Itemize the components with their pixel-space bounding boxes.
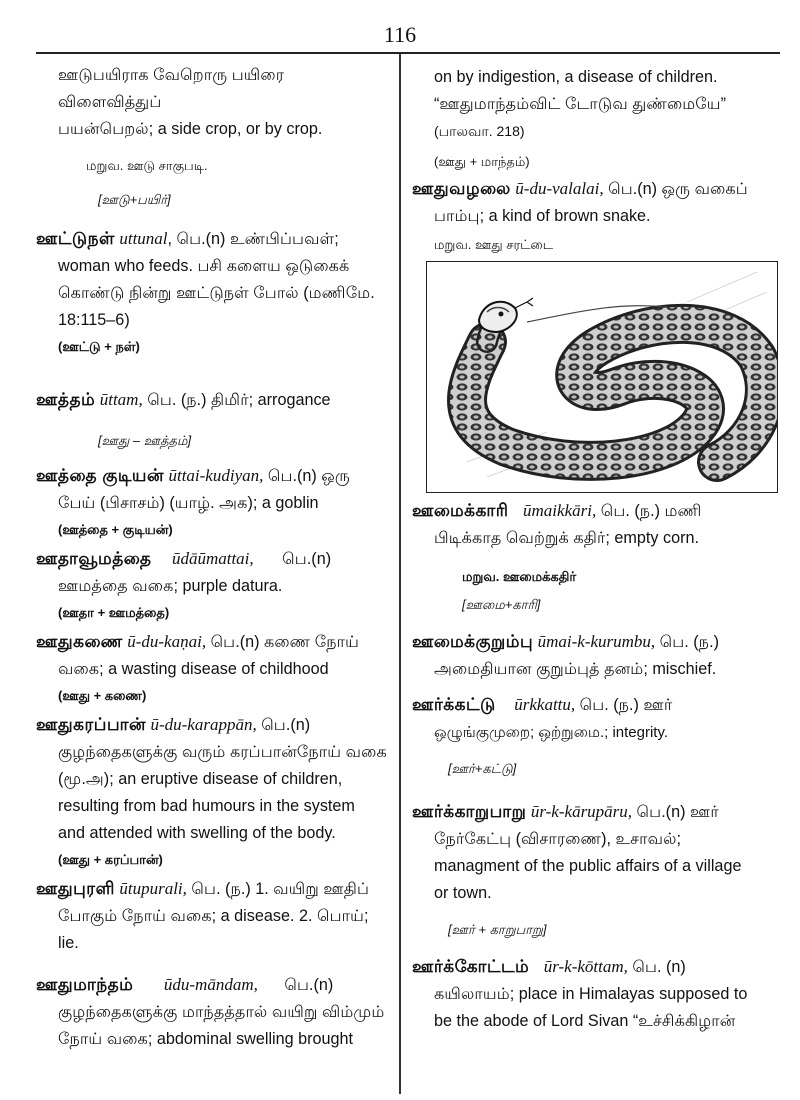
entry-line: வகை; a wasting disease of childhood <box>58 660 329 678</box>
brown-snake-drawing <box>427 262 777 492</box>
transliteration: ū-du-valalai, <box>515 179 604 198</box>
etymology-note: (ஊது + கணை) <box>58 688 147 703</box>
headword: ஊதுகரப்பான் <box>36 715 146 734</box>
transliteration: ūmaikkāri, <box>523 501 597 520</box>
dictionary-entry <box>412 497 782 616</box>
headword: ஊத்தை குடியன் <box>36 466 164 485</box>
entry-line: கொண்டு நின்று ஊட்டுநள் போல் (மணிமே. <box>58 284 375 302</box>
entry-line: பிடிக்காத வெற்றுக் கதிர்; empty corn. <box>434 529 699 547</box>
entry-line: குழந்தைகளுக்கு மாந்தத்தால் வயிறு விம்மும் <box>58 1003 385 1021</box>
entry-line: பாம்பு; a kind of brown snake. <box>434 207 651 225</box>
transliteration: ūdu-māndam, <box>163 975 258 994</box>
synonym-note: மறுவ. ஊது சரட்டை <box>434 237 554 252</box>
dictionary-entry <box>36 875 388 957</box>
headword: ஊதுகணை <box>36 632 123 651</box>
etymology-note: (ஊதா + ஊமத்தை) <box>58 605 170 620</box>
headword: ஊர்க்காறுபாறு <box>412 802 527 821</box>
definition-text: , பெ.(n) உண்பிப்பவள்; <box>167 230 339 248</box>
definition-text: பெ. (ந.) 1. வயிறு ஊதிப் <box>186 880 370 898</box>
entry-line: பேய் (பிசாசம்) (யாழ். அக); a goblin <box>58 494 319 512</box>
dictionary-entry <box>412 175 782 256</box>
definition-text: பெ.(n) கணை நோய் <box>206 633 359 651</box>
dictionary-entry <box>412 628 782 683</box>
definition-text: பெ.(n) <box>256 716 311 734</box>
definition-text: பெ. (n) <box>627 958 686 976</box>
definition-text: பெ. (ந.) ஊர் <box>575 696 673 714</box>
etymology-note: (ஊது + மாந்தம்) <box>434 154 530 169</box>
definition-text: பெ. (ந.) <box>655 633 719 651</box>
headword: ஊமைக்காரி <box>412 501 509 520</box>
transliteration: ūr-k-kōttam, <box>543 957 628 976</box>
entry-line: குழந்தைகளுக்கு வரும் கரப்பான்நோய் வகை <box>58 743 387 761</box>
right-column <box>412 64 782 256</box>
etymology-note: (ஊட்டு + நள்) <box>58 339 140 354</box>
transliteration: ūmai-k-kurumbu, <box>537 632 656 651</box>
entry-line: ஊடுபயிராக வேறொரு பயிரை விளைவித்துப் <box>58 66 285 111</box>
entry-line: be the abode of Lord Sivan “உச்சிக்கிழான் <box>434 1012 736 1030</box>
etymology-note: [ஊர் + காறுபாறு] <box>448 922 547 937</box>
transliteration: uttunal <box>119 229 168 248</box>
entry-line: or town. <box>434 884 492 902</box>
entry-continuation <box>412 64 782 173</box>
entry-line: (மூ.அ); an eruptive disease of children, <box>58 770 343 788</box>
entry-line: போகும் நோய் வகை; a disease. 2. பொய்; lie. <box>58 907 369 952</box>
dictionary-entry <box>36 386 388 452</box>
etymology-note: [ஊடு+பயிர்] <box>98 192 171 207</box>
transliteration: ū-du-kaṇai, <box>127 632 207 651</box>
transliteration: ūr-k-kārupāru, <box>530 802 633 821</box>
transliteration: ūtupurali, <box>119 879 187 898</box>
headword: ஊர்க்கட்டு <box>412 695 496 714</box>
transliteration: ūttai-kudiyan, <box>168 466 264 485</box>
snake-illustration <box>426 261 778 493</box>
dictionary-entry <box>36 225 388 358</box>
entry-line: and attended with swelling of the body. <box>58 824 336 842</box>
headword: ஊர்க்கோட்டம் <box>412 957 530 976</box>
dictionary-entry <box>36 545 388 624</box>
transliteration: ūttam, <box>99 390 143 409</box>
headword: ஊதாவூமத்தை <box>36 549 152 568</box>
dictionary-entry <box>36 462 388 541</box>
transliteration: ū-du-karappān, <box>150 715 257 734</box>
etymology-note: [ஊது – ஊத்தம்] <box>98 433 192 448</box>
definition-text: பெ.(n) ஒரு <box>263 467 350 485</box>
entry-line: (பாலவா. 218) <box>434 123 525 139</box>
entry-line: “ஊதுமாந்தம்விட் டோடுவ துண்மையே” <box>434 95 727 113</box>
entry-line: managment of the public affairs of a village <box>434 857 742 875</box>
entry-line: on by indigestion, a disease of children. <box>434 68 718 86</box>
headword: ஊட்டுநள் <box>36 229 115 248</box>
dictionary-entry <box>36 971 388 1053</box>
dictionary-entry <box>412 953 782 1035</box>
entry-continuation <box>36 62 388 211</box>
entry-line: பயன்பெறல்; a side crop, or by crop. <box>58 120 323 138</box>
definition-text: பெ. (ந.) மணி <box>596 502 702 520</box>
page-number: 116 <box>383 22 417 47</box>
etymology-note: [ஊர்+கட்டு] <box>448 761 517 776</box>
transliteration: ūrkkattu, <box>514 695 576 714</box>
synonym-note: மறுவ. ஊமைக்கதிர் <box>462 569 577 584</box>
left-column <box>36 62 388 1053</box>
dictionary-entry <box>412 691 782 780</box>
headword: ஊதுமாந்தம் <box>36 975 134 994</box>
right-column-lower <box>412 497 782 1035</box>
transliteration: ūdāūmattai, <box>171 549 254 568</box>
headword: ஊத்தம் <box>36 390 96 409</box>
synonym-note: மறுவ. ஊடு சாகுபடி. <box>86 158 208 173</box>
definition-text: பெ.(n) <box>284 976 334 994</box>
entry-line: அமைதியான குறும்புத் தனம்; mischief. <box>434 660 717 678</box>
headword: ஊதுவழலை <box>412 179 511 198</box>
headword: ஊமைக்குறும்பு <box>412 632 534 651</box>
dictionary-entry <box>412 798 782 941</box>
entry-line: நேர்கேட்பு (விசாரணை), உசாவல்; <box>434 830 682 848</box>
entry-line: ஊமத்தை வகை; purple datura. <box>58 577 283 595</box>
definition-text: பெ.(n) ஒரு வகைப் <box>603 180 748 198</box>
entry-line: woman who feeds. பசி களைய ஒடுகைக் <box>58 257 350 275</box>
etymology-note: [ஊமை+காரி] <box>462 597 541 612</box>
entry-line: ஒழுங்குமுறை; ஒற்றுமை.; integrity. <box>434 724 669 741</box>
dictionary-entry <box>36 628 388 707</box>
entry-line: நோய் வகை; abdominal swelling brought <box>58 1030 354 1048</box>
entry-line: கயிலாயம்; place in Himalayas supposed to <box>434 985 748 1003</box>
etymology-note: (ஊது + கரப்பான்) <box>58 852 163 867</box>
header-rule <box>36 52 780 54</box>
column-divider <box>399 54 401 1094</box>
dictionary-entry <box>36 711 388 871</box>
definition-text: பெ.(n) ஊர் <box>632 803 719 821</box>
definition-text: பெ. (ந.) திமிர்; arrogance <box>142 391 331 409</box>
headword: ஊதுபுரளி <box>36 879 115 898</box>
entry-line: resulting from bad humours in the system <box>58 797 355 815</box>
definition-text: பெ.(n) <box>282 550 332 568</box>
etymology-note: (ஊத்தை + குடியன்) <box>58 522 173 537</box>
entry-line: 18:115–6) <box>58 311 130 329</box>
